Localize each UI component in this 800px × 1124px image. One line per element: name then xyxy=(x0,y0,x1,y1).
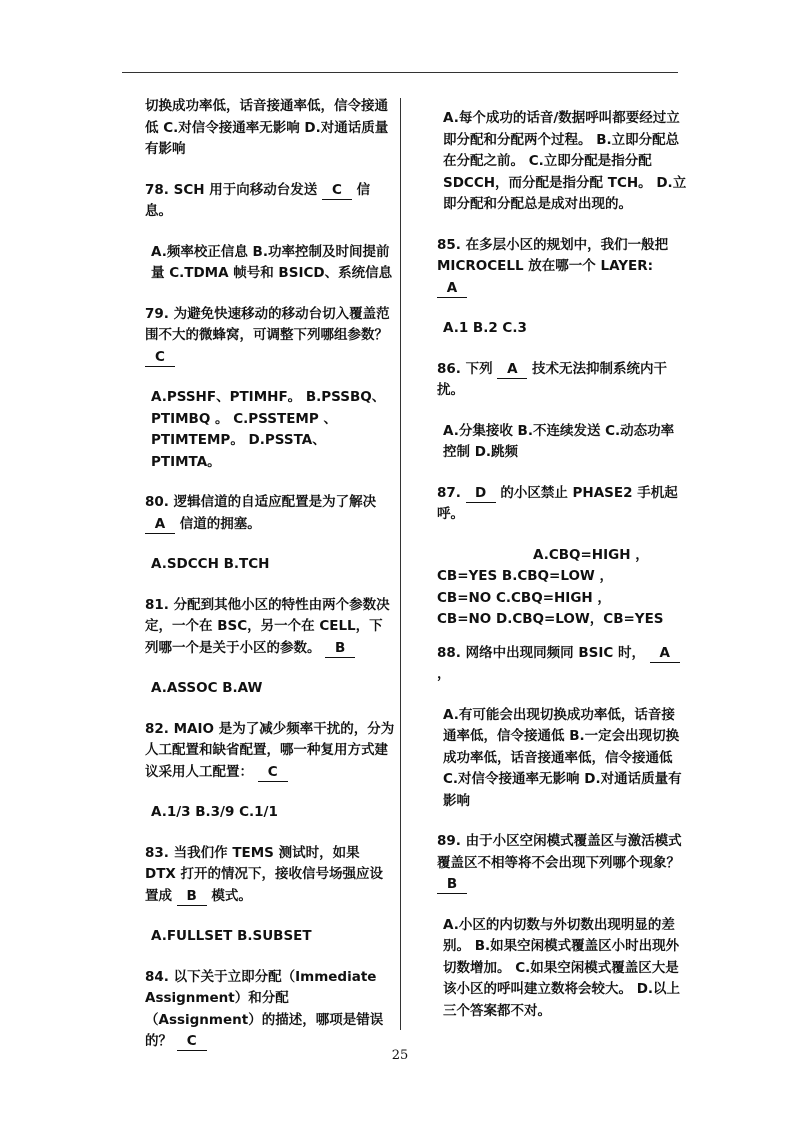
options-83: A.FULLSET B.SUBSET xyxy=(151,928,312,944)
options-80: A.SDCCH B.TCH xyxy=(151,556,270,572)
question-text-tail: 的小区禁止 PHASE2 手机起呼。 xyxy=(437,484,678,522)
page-number: 25 xyxy=(391,1048,409,1063)
question-text-tail: ， xyxy=(437,666,451,682)
options-88: A.有可能会出现切换成功率低，话音接通率低，信令接通低 B.一定会出现切换成功率低，话音接通率低，信令接通低 C.对信令接通率无影响 D.对通话质量有影响 xyxy=(443,706,682,809)
options-81: A.ASSOC B.AW xyxy=(151,680,263,696)
answer-blank: C xyxy=(145,349,175,367)
answer-blank: A xyxy=(650,645,680,663)
question-86 xyxy=(437,359,687,402)
option-line: CB=NO D.CBQ=LOW，CB=YES xyxy=(437,611,664,627)
options-84: A.每个成功的话音/数据呼叫都要经过立即分配和分配两个过程。 B.立即分配总在分配之前。 C.立即分配是指分配 SDCCH，而分配是指分配 TCH。 D.立即分配和分配总是成对出现的。 xyxy=(443,110,687,212)
question-84 xyxy=(145,967,395,1053)
question-82 xyxy=(145,719,395,784)
question-81 xyxy=(145,595,395,660)
options-82: A.1/3 B.3/9 C.1/1 xyxy=(151,804,278,820)
question-text: 82. MAIO 是为了减少频率干扰的，分为人工配置和缺省配置，哪一种复用方式建议采用人工配置： xyxy=(145,720,395,780)
right-column xyxy=(437,96,687,1022)
options-85: A.1 B.2 C.3 xyxy=(443,320,527,336)
question-79 xyxy=(145,304,395,369)
question-87 xyxy=(437,483,687,526)
question-text-tail: 模式。 xyxy=(211,887,252,904)
question-text-tail: 信息。 xyxy=(145,181,371,219)
answer-blank: D xyxy=(466,485,496,503)
option-line: CB=YES B.CBQ=LOW ， xyxy=(437,568,614,584)
question-text: 83. 当我们作 TEMS 测试时，如果 DTX 打开的情况下，接收信号场强应设置成 xyxy=(145,844,384,904)
option-line: CB=NO C.CBQ=HIGH ， xyxy=(437,589,611,606)
question-text: 81. 分配到其他小区的特性由两个参数决定，一个在 BSC，另一个在 CELL，下列哪一个是关于小区的参数。 xyxy=(145,596,390,656)
options-87 xyxy=(437,545,687,631)
options-89: A.小区的内切数与外切数出现明显的差别。 B.如果空闲模式覆盖区小时出现外切数增加。 C.如果空闲模式覆盖区大是该小区的呼叫建立数将会较大。 D.以上三个答案都不对。 xyxy=(443,916,681,1019)
options-78: A.频率校正信息 B.功率控制及时间提前量 C.TDMA 帧号和 BSICD、系统信息 xyxy=(151,243,393,281)
question-text: 84. 以下关于立即分配（Immediate Assignment）和分配（Assignment）的描述，哪项是错误的？ xyxy=(145,968,384,1049)
column-divider xyxy=(400,98,401,1030)
answer-blank: B xyxy=(177,888,207,906)
question-89 xyxy=(437,831,687,896)
answer-blank: A xyxy=(145,516,175,534)
answer-blank: B xyxy=(437,876,467,894)
question-80 xyxy=(145,492,395,535)
options-79: A.PSSHF、PTIMHF。 B.PSSBQ、PTIMBQ 。 C.PSSTEMP 、PTIMTEMP。 D.PSSTA、PTIMTA。 xyxy=(151,389,386,470)
question-88 xyxy=(437,643,687,686)
answer-blank: C xyxy=(258,764,288,782)
answer-blank: B xyxy=(325,640,355,658)
question-text: 80. 逻辑信道的自适应配置是为了解决 xyxy=(145,494,377,510)
answer-blank: A xyxy=(497,361,527,379)
question-78 xyxy=(145,180,395,223)
question-text: 87. xyxy=(437,484,461,501)
question-83 xyxy=(145,843,395,908)
question-text-tail: 信道的拥塞。 xyxy=(179,515,261,532)
continued-options: 切换成功率低，话音接通率低，信令接通低 C.对信令接通率无影响 D.对通话质量有影响 xyxy=(145,98,389,157)
question-text: 79. 为避免快速移动的移动台切入覆盖范围不大的微蜂窝，可调整下列哪组参数？ xyxy=(145,305,390,343)
question-text-tail: 技术无法抑制系统内干扰。 xyxy=(437,360,668,398)
header-rule xyxy=(122,72,678,73)
question-text: 88. 网络中出现同频同 BSIC 时， xyxy=(437,644,645,661)
option-line: A.CBQ=HIGH ， xyxy=(533,546,649,563)
left-column xyxy=(145,96,395,1053)
answer-blank: C xyxy=(322,182,352,200)
question-text: 86. 下列 xyxy=(437,360,493,377)
question-text: 78. SCH 用于向移动台发送 xyxy=(145,181,318,198)
answer-blank: C xyxy=(177,1033,207,1051)
question-text: 89. 由于小区空闲模式覆盖区与激活模式覆盖区不相等将不会出现下列哪个现象？ xyxy=(437,833,682,871)
answer-blank: A xyxy=(437,280,467,298)
options-86: A.分集接收 B.不连续发送 C.动态功率控制 D.跳频 xyxy=(443,422,675,460)
question-text: 85. 在多层小区的规划中，我们一般把 MICROCELL 放在哪一个 LAYER: xyxy=(437,236,669,274)
question-85 xyxy=(437,235,687,300)
